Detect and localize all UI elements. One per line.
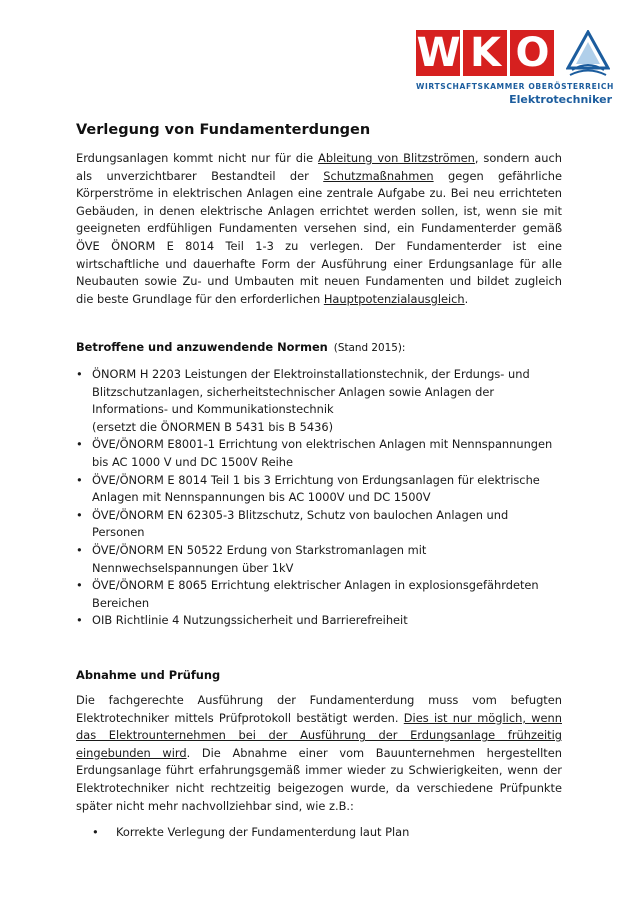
norms-heading-text: Betroffene und anzuwendende Normen	[76, 340, 328, 354]
intro-text-1: Erdungsanlagen kommt nicht nur für die	[76, 151, 319, 165]
abnahme-text-2: . Die Abnahme einer vom Bauunternehmen hergestellten Erdungsanlage führt erfahrungsgemäß immer wieder zu Schwierigkeiten, wenn der Elektrotechniker nicht rechtzeitig beigezogen wurde, da verschiedene Prüfpunkte später nicht mehr nachvollziehbar sind, wie z.B.:	[76, 745, 562, 813]
bullet-icon: •	[76, 578, 83, 593]
bullet-icon: •	[76, 472, 83, 487]
bullet-icon: •	[76, 437, 83, 452]
norm-text: ÖVE/ÖNORM EN 62305-3 Blitzschutz, Schutz von baulochen Anlagen und Personen	[92, 507, 509, 540]
norms-list	[76, 366, 562, 630]
triangle-emblem-icon	[566, 30, 610, 78]
abnahme-underlined-text: Dies ist nur möglich, wenn das Elektrounternehmen bei der Ausführung der Erdungsanlage frühzeitig eingebunden wird	[76, 710, 562, 760]
page-title: Verlegung von Fundamenterdungen	[76, 122, 371, 138]
abnahme-heading: Abnahme und Prüfung	[76, 668, 221, 682]
logo-letter-w: W	[416, 30, 460, 76]
link-blitzstroeme[interactable]: Ableitung von Blitzströmen	[318, 151, 475, 165]
link-hauptpotenzialausgleich[interactable]: Hauptpotenzialausgleich	[323, 291, 465, 306]
bullet-icon: •	[76, 367, 83, 381]
logo-letter-k: K	[463, 30, 507, 76]
abnahme-paragraph	[76, 692, 562, 815]
list-item	[76, 612, 562, 630]
logo-letter-o: O	[510, 30, 554, 76]
norm-text: ÖVE/ÖNORM E 8065 Errichtung elektrischer Anlagen in explosionsgefährdeten Bereichen	[92, 578, 539, 610]
norm-subtext: (ersetzt die ÖNORMEN B 5431 bis B 5436)	[92, 419, 334, 434]
norm-text: ÖVE/ÖNORM EN 50522 Erdung von Starkstromanlagen mit Nennwechselspannungen über 1kV	[92, 542, 427, 575]
norm-text: ÖVE/ÖNORM E8001-1 Errichtung von elektrischen Anlagen mit Nennspannungen bis AC 1000 V und DC 1500V Reihe	[92, 437, 553, 469]
list-item	[76, 577, 562, 612]
norm-text: OIB Richtlinie 4 Nutzungssicherheit und Barrierefreiheit	[92, 613, 408, 628]
list-item	[76, 542, 562, 577]
list-item	[76, 366, 562, 436]
bullet-icon: •	[76, 542, 83, 557]
intro-text-4: .	[464, 291, 469, 306]
intro-text-2: , sondern auch als unverzichtbarer Bestandteil der	[76, 151, 562, 183]
list-item	[76, 507, 562, 542]
link-schutzmassnahmen[interactable]: Schutzmaßnahmen	[323, 168, 434, 183]
pruefpunkt-text: Korrekte Verlegung der Fundamenterdung laut Plan	[116, 825, 410, 839]
norm-text: ÖVE/ÖNORM E 8014 Teil 1 bis 3 Errichtung von Erdungsanlagen für elektrische Anlagen mit Nennspannungen bis AC 1000V und DC 1500V	[92, 472, 540, 505]
norms-heading	[76, 340, 405, 354]
norm-text: ÖNORM H 2203 Leistungen der Elektroinstallationstechnik, der Erdungs- und Blitzschutzanlagen, sicherheitstechnischer Anlagen sowie Anlagen der Informations- und Kommunikationstechnik	[92, 367, 530, 417]
logo-department: Elektrotechniker	[509, 93, 612, 106]
bullet-icon: •	[76, 507, 83, 522]
intro-text-3: gegen gefährliche Körperströme in elektrischen Anlagen eine zentrale Aufgabe zu. Bei neu errichteten Gebäuden, in denen elektrische Anlagen errichtet werden sollen, ist, wenn sie mit geeigneten erdfühligen Fundamenten versehen sind, ein Fundamenterder gemäß ÖVE ÖNORM E 8014 Teil 1-3 zu verlegen. Der Fundamenterder ist eine wirtschaftliche und dauerhafte Form der Ausführung einer Erdungsanlage für alle Neubauten sowie Zu- und Umbauten mit neuen Fundamenten und bildet zugleich die beste Grundlage für den erforderlichen	[76, 168, 562, 306]
logo-letters	[416, 30, 554, 78]
bullet-icon: •	[76, 613, 83, 628]
wko-logo	[416, 30, 612, 110]
intro-paragraph	[76, 150, 562, 308]
norms-stand: (Stand 2015):	[333, 342, 406, 354]
pruefpunkte-list	[92, 824, 562, 842]
abnahme-text-1: Die fachgerechte Ausführung der Fundamenterdung muss vom befugten Elektrotechniker mittels Prüfprotokoll bestätigt werden.	[76, 693, 562, 725]
list-item	[76, 472, 562, 507]
list-item	[76, 436, 562, 471]
logo-organisation: WIRTSCHAFTSKAMMER OBERÖSTERREICH	[416, 82, 614, 91]
list-item	[92, 824, 562, 842]
bullet-icon: •	[92, 825, 99, 839]
